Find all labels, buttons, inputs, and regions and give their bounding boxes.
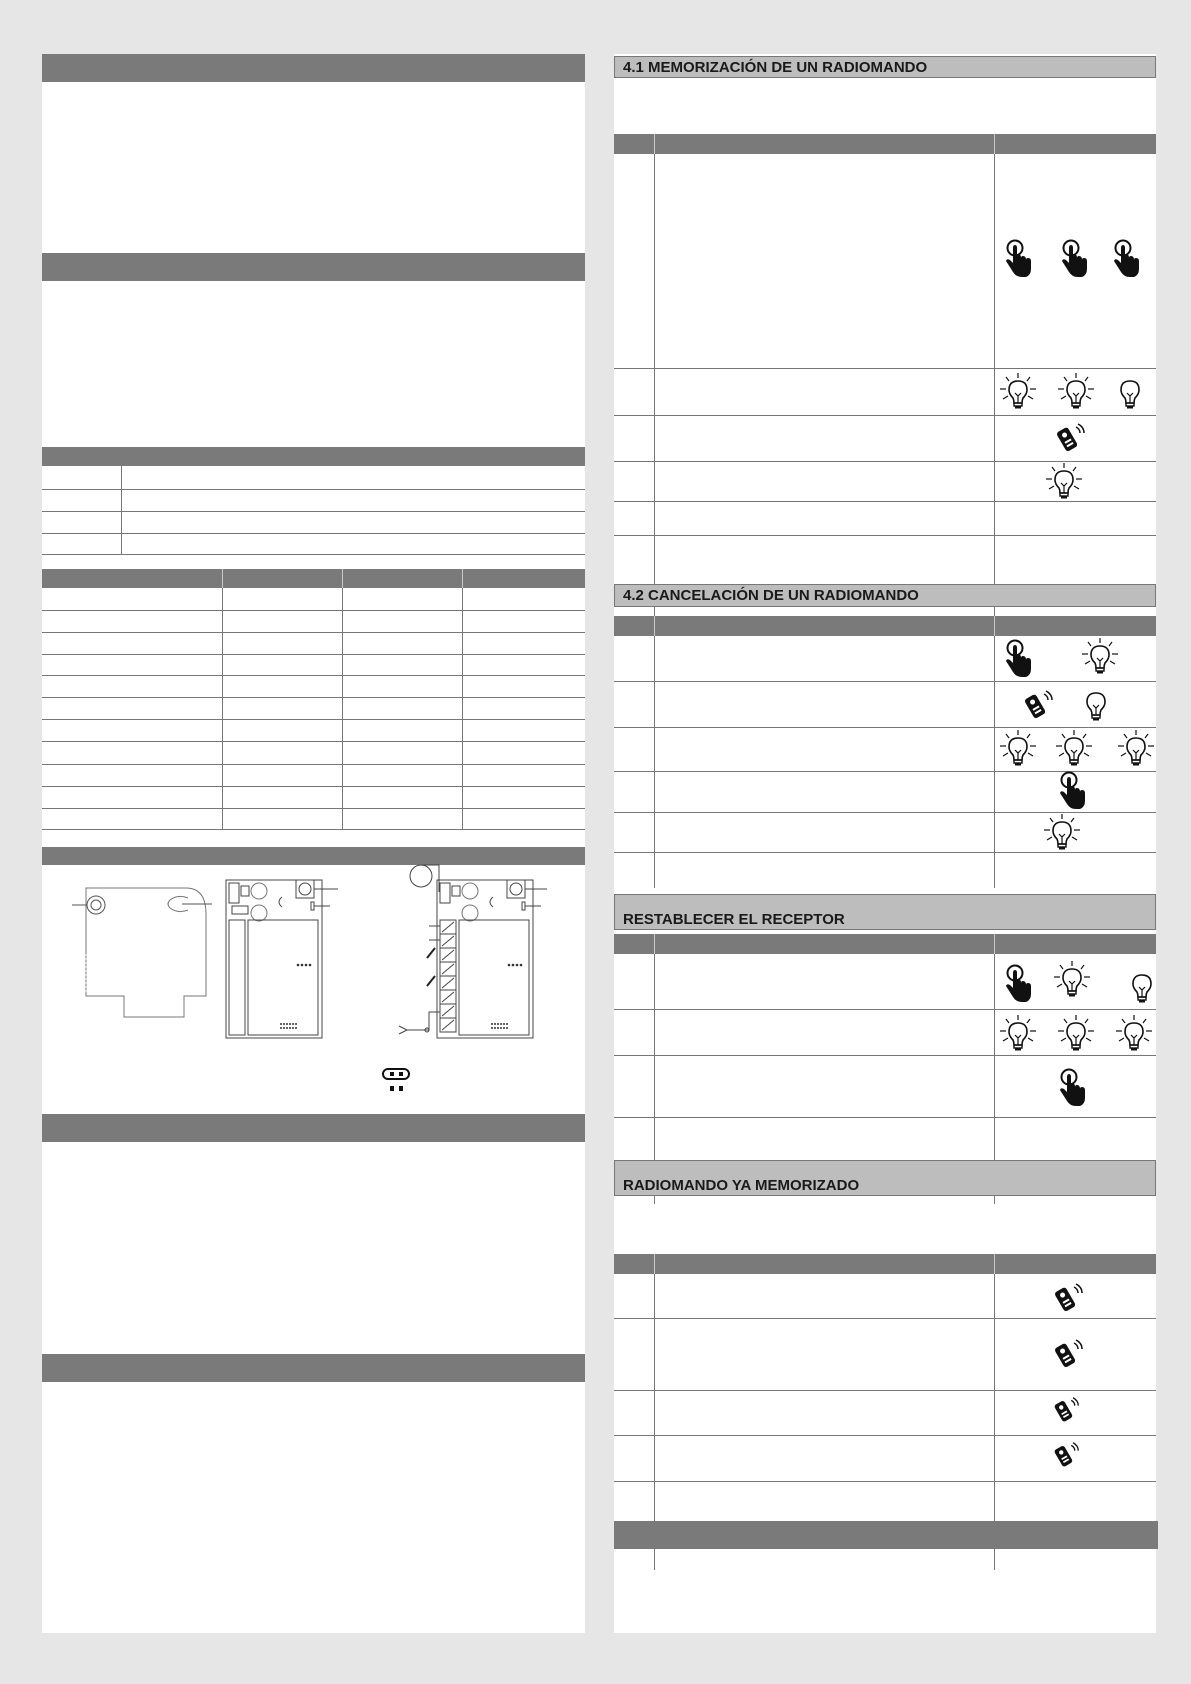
receiver-housing-drawing	[82, 884, 222, 1034]
table-header	[42, 447, 585, 466]
table-row	[42, 829, 585, 830]
table-row	[614, 727, 1156, 728]
section-header-bar	[614, 1521, 1158, 1549]
table-row	[614, 1481, 1156, 1482]
hand-press-icon	[1112, 239, 1142, 279]
led-blink-icon	[1056, 1014, 1096, 1054]
led-blink-icon	[998, 372, 1038, 412]
section-title-4-1: 4.1 MEMORIZACIÓN DE UN RADIOMANDO	[614, 56, 1156, 78]
table-row	[614, 535, 1156, 536]
led-blink-icon	[1042, 813, 1082, 853]
table-row	[614, 1390, 1156, 1391]
table-row	[614, 368, 1156, 369]
led-blink-icon	[998, 1014, 1038, 1054]
led-blink-icon	[1080, 637, 1120, 677]
section-title-memorized: RADIOMANDO YA MEMORIZADO	[614, 1160, 1156, 1196]
table-row	[42, 511, 585, 512]
table-row	[42, 675, 585, 676]
table-header-reset	[614, 934, 1156, 954]
remote-control-icon	[1054, 422, 1086, 454]
section-title-reset: RESTABLECER EL RECEPTOR	[614, 894, 1156, 930]
hand-press-icon	[1058, 1068, 1088, 1108]
hand-press-icon	[1058, 771, 1088, 811]
section-title-4-2: 4.2 CANCELACIÓN DE UN RADIOMANDO	[614, 584, 1156, 607]
table-row	[42, 533, 585, 534]
receiver-board-drawing	[226, 880, 366, 1040]
table-row	[42, 741, 585, 742]
jumper-icon	[382, 1068, 412, 1096]
led-off-icon	[1122, 966, 1162, 1006]
hand-press-icon	[1060, 239, 1090, 279]
led-blink-icon	[998, 729, 1038, 769]
remote-control-icon	[1052, 1396, 1080, 1424]
table-header-4-1	[614, 134, 1156, 154]
table-row	[42, 764, 585, 765]
hand-press-icon	[1004, 964, 1034, 1004]
led-blink-icon	[1116, 729, 1156, 769]
left-column	[42, 54, 585, 1633]
table-row	[42, 654, 585, 655]
led-blink-icon	[1114, 1014, 1154, 1054]
receiver-terminals-drawing	[397, 862, 577, 1097]
table-header-memorized	[614, 1254, 1156, 1274]
section-header-bar	[42, 253, 585, 281]
led-blink-icon	[1054, 729, 1094, 769]
table-row	[42, 554, 585, 555]
table-row	[614, 681, 1156, 682]
table-row	[42, 489, 585, 490]
led-on-icon	[1044, 462, 1084, 502]
remote-control-icon	[1052, 1338, 1084, 1370]
table-row	[614, 1435, 1156, 1436]
section-header-bar	[42, 1114, 585, 1142]
remote-control-icon	[1052, 1282, 1084, 1314]
table-row	[614, 1055, 1156, 1056]
section-header-bar	[42, 54, 585, 82]
led-off-icon	[1076, 684, 1116, 724]
hand-press-icon	[1004, 239, 1034, 279]
section-header-bar	[42, 1354, 585, 1382]
table-row	[42, 786, 585, 787]
led-blink-icon	[1052, 960, 1092, 1000]
table-row	[614, 415, 1156, 416]
led-off-icon	[1110, 372, 1150, 412]
table-row	[42, 697, 585, 698]
remote-control-icon	[1052, 1441, 1080, 1469]
table-row	[42, 632, 585, 633]
table-row	[614, 1117, 1156, 1118]
specs-table-header	[42, 569, 585, 588]
table-row	[42, 808, 585, 809]
led-blink-icon	[1056, 372, 1096, 412]
right-column	[614, 54, 1156, 1633]
table-row	[614, 1009, 1156, 1010]
table-row	[42, 719, 585, 720]
table-row	[614, 1318, 1156, 1319]
table-row	[42, 610, 585, 611]
remote-control-icon	[1022, 689, 1054, 721]
table-header-4-2	[614, 616, 1156, 636]
hand-press-icon	[1004, 639, 1034, 679]
